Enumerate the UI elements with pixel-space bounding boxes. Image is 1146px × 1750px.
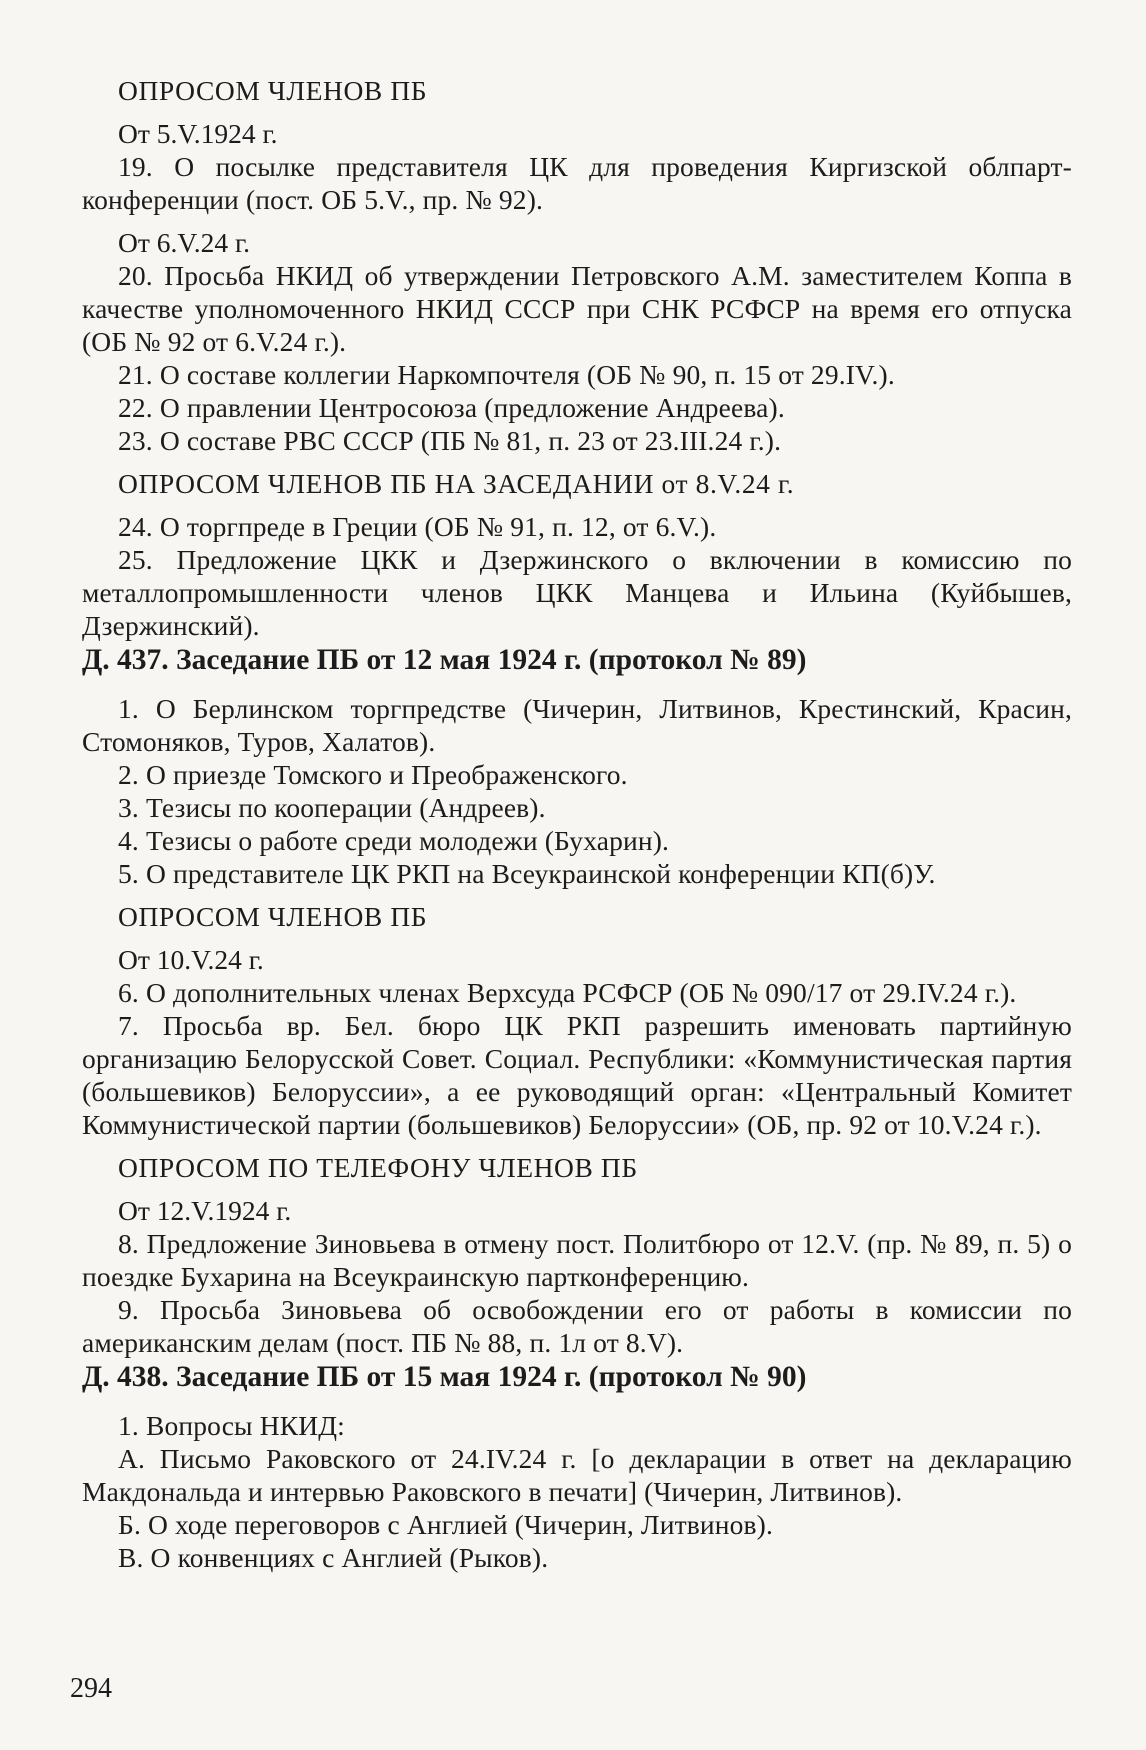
section-header: ОПРОСОМ ЧЛЕНОВ ПБ — [118, 75, 428, 106]
list-item: 22. О правлении Центросоюза (предложение Андреева). — [118, 392, 785, 423]
page-content — [82, 74, 1072, 1574]
list-item: 7. Просьба вр. Бел. бюро ЦК РКП разрешить именовать партийную организацию Белорусской Совет. Социал. Республики: «Коммунистическая партия (большевиков) Белоруссии», а ее руководящий орган: «Центральный Комитет Коммунистической партии (большевиков) Белоруссии» (ОБ, пр. 92 от 10.V.24 г.). — [82, 1010, 1072, 1140]
list-item: 19. О посылке представителя ЦК для проведения Киргизской облпарт-конференции (пост. ОБ 5.V., пр. № 92). — [82, 151, 1072, 215]
list-item: 1. Вопросы НКИД: — [118, 1410, 345, 1441]
list-item: 23. О составе РВС СССР (ПБ № 81, п. 23 от 23.III.24 г.). — [118, 425, 782, 456]
section-header: ОПРОСОМ ЧЛЕНОВ ПБ НА ЗАСЕДАНИИ от 8.V.24 г. — [118, 468, 795, 499]
list-item: 25. Предложение ЦКК и Дзержинского о включении в комиссию по металлопромышленности членов ЦКК Манцева и Ильина (Куйбышев, Дзержинский). — [82, 544, 1072, 641]
section-header: ОПРОСОМ ПО ТЕЛЕФОНУ ЧЛЕНОВ ПБ — [118, 1152, 638, 1183]
list-item: 21. О составе коллегии Наркомпочтеля (ОБ № 90, п. 15 от 29.IV.). — [118, 359, 895, 390]
list-item: 1. О Берлинском торгпредстве (Чичерин, Литвинов, Крестинский, Красин, Стомоняков, Туров, Халатов). — [82, 693, 1072, 757]
list-item: 8. Предложение Зиновьева в отмену пост. Политбюро от 12.V. (пр. № 89, п. 5) о поездке Бухарина на Всеукраинскую партконференцию. — [82, 1228, 1072, 1292]
list-item: 2. О приезде Томского и Преображенского. — [118, 759, 628, 790]
document-title-437: Д. 437. Заседание ПБ от 12 мая 1924 г. (протокол № 89) — [82, 644, 807, 676]
list-item: А. Письмо Раковского от 24.IV.24 г. [о декларации в ответ на декларацию Макдональда и интервью Раковского в печати] (Чичерин, Литвинов). — [82, 1443, 1072, 1507]
page-number: 294 — [70, 1673, 112, 1704]
list-item: 4. Тезисы о работе среди молодежи (Бухарин). — [118, 825, 670, 856]
list-item: В. О конвенциях с Англией (Рыков). — [118, 1542, 549, 1573]
list-item: 20. Просьба НКИД об утверждении Петровского А.М. заместителем Коппа в качестве уполномоченного НКИД СССР при СНК РСФСР на время его отпуска (ОБ № 92 от 6.V.24 г.). — [82, 260, 1072, 357]
list-item: 5. О представителе ЦК РКП на Всеукраинской конференции КП(б)У. — [118, 858, 936, 889]
list-item: Б. О ходе переговоров с Англией (Чичерин, Литвинов). — [118, 1509, 774, 1540]
list-item: 9. Просьба Зиновьева об освобождении его от работы в комиссии по американским делам (пост. ПБ № 88, п. 1л от 8.V). — [82, 1294, 1072, 1358]
document-title-438: Д. 438. Заседание ПБ от 15 мая 1924 г. (протокол № 90) — [82, 1361, 807, 1393]
section-header: ОПРОСОМ ЧЛЕНОВ ПБ — [118, 901, 428, 932]
date-line: От 10.V.24 г. — [118, 944, 264, 975]
list-item: 24. О торгпреде в Греции (ОБ № 91, п. 12, от 6.V.). — [118, 511, 717, 542]
list-item: 6. О дополнительных членах Верхсуда РСФСР (ОБ № 090/17 от 29.IV.24 г.). — [118, 977, 1017, 1008]
date-line: От 12.V.1924 г. — [118, 1195, 292, 1226]
date-line: От 6.V.24 г. — [118, 227, 250, 258]
list-item: 3. Тезисы по кооперации (Андреев). — [118, 792, 546, 823]
date-line: От 5.V.1924 г. — [118, 118, 278, 149]
